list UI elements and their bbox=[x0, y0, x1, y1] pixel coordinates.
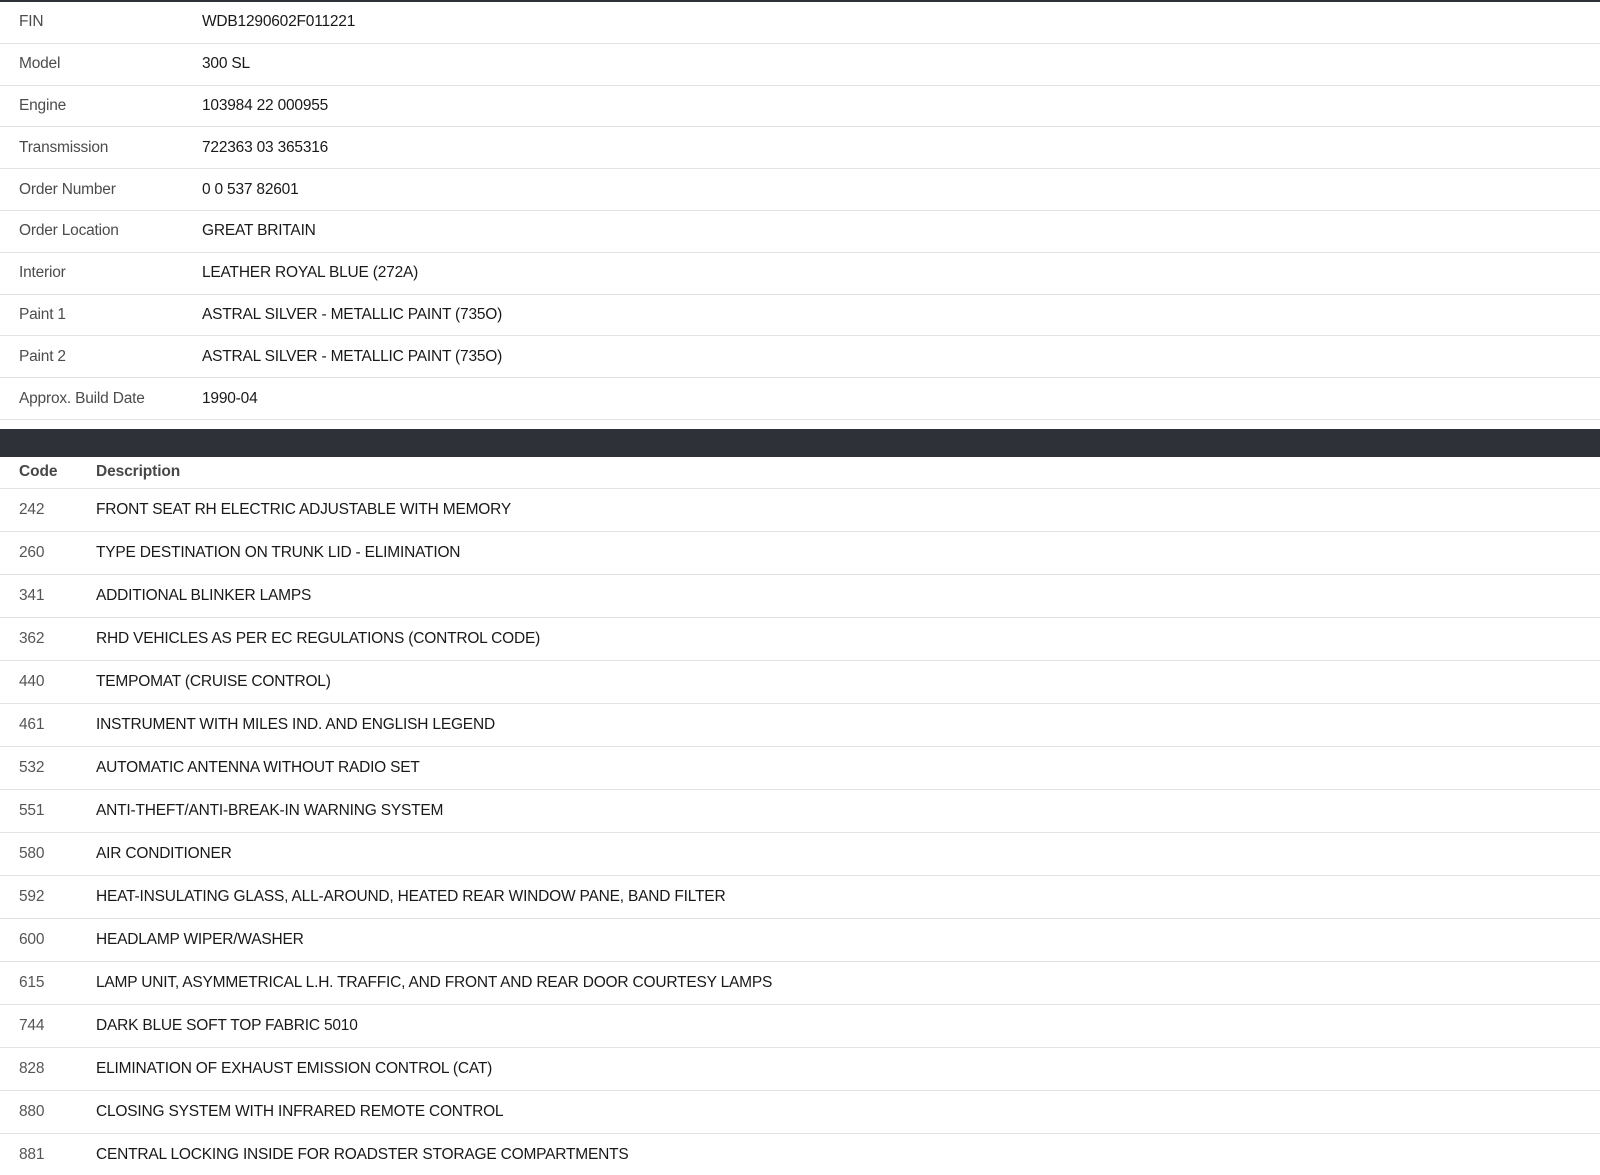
code-row-242 bbox=[0, 489, 1600, 532]
code-description: HEAT-INSULATING GLASS, ALL-AROUND, HEATED REAR WINDOW PANE, BAND FILTER bbox=[96, 887, 726, 905]
code-row-551 bbox=[0, 790, 1600, 833]
code-row-440 bbox=[0, 661, 1600, 704]
info-row-paint-2 bbox=[0, 336, 1600, 378]
code-value: 615 bbox=[19, 973, 45, 991]
code-value: 580 bbox=[19, 844, 45, 862]
info-label: Order Location bbox=[19, 222, 119, 240]
code-description: RHD VEHICLES AS PER EC REGULATIONS (CONTROL CODE) bbox=[96, 629, 541, 647]
info-label: Interior bbox=[19, 264, 66, 282]
info-label: Model bbox=[19, 55, 61, 73]
code-value: 532 bbox=[19, 758, 45, 776]
info-row-model bbox=[0, 44, 1600, 86]
code-row-600 bbox=[0, 919, 1600, 962]
info-row-transmission bbox=[0, 127, 1600, 169]
code-row-881 bbox=[0, 1134, 1600, 1175]
code-description: ANTI-THEFT/ANTI-BREAK-IN WARNING SYSTEM bbox=[96, 801, 444, 819]
code-value: 880 bbox=[19, 1102, 45, 1120]
info-row-order-location bbox=[0, 211, 1600, 253]
code-value: 828 bbox=[19, 1059, 45, 1077]
code-description: CENTRAL LOCKING INSIDE FOR ROADSTER STORAGE COMPARTMENTS bbox=[96, 1145, 629, 1163]
code-row-532 bbox=[0, 747, 1600, 790]
code-description: AIR CONDITIONER bbox=[96, 844, 232, 862]
code-value: 260 bbox=[19, 543, 45, 561]
code-value: 362 bbox=[19, 629, 45, 647]
code-row-880 bbox=[0, 1091, 1600, 1134]
info-label: Engine bbox=[19, 96, 67, 114]
code-column-header: Code bbox=[19, 463, 58, 481]
info-value: ASTRAL SILVER - METALLIC PAINT (735O) bbox=[202, 347, 503, 365]
info-label: Paint 1 bbox=[19, 305, 66, 323]
code-description: LAMP UNIT, ASYMMETRICAL L.H. TRAFFIC, AND FRONT AND REAR DOOR COURTESY LAMPS bbox=[96, 973, 773, 991]
section-gap bbox=[0, 420, 1600, 429]
code-description: AUTOMATIC ANTENNA WITHOUT RADIO SET bbox=[96, 758, 420, 776]
code-value: 600 bbox=[19, 930, 45, 948]
info-value: ASTRAL SILVER - METALLIC PAINT (735O) bbox=[202, 305, 503, 323]
info-label: Transmission bbox=[19, 138, 109, 156]
code-row-615 bbox=[0, 962, 1600, 1005]
code-description: TEMPOMAT (CRUISE CONTROL) bbox=[96, 672, 331, 690]
code-description: INSTRUMENT WITH MILES IND. AND ENGLISH LEGEND bbox=[96, 715, 495, 733]
info-value: 1990-04 bbox=[202, 389, 258, 407]
code-row-744 bbox=[0, 1005, 1600, 1048]
info-label: Order Number bbox=[19, 180, 116, 198]
code-value: 744 bbox=[19, 1016, 45, 1034]
code-row-362 bbox=[0, 618, 1600, 661]
info-value: LEATHER ROYAL BLUE (272A) bbox=[202, 264, 419, 282]
info-value: GREAT BRITAIN bbox=[202, 222, 316, 240]
code-value: 242 bbox=[19, 500, 45, 518]
section-divider-bar bbox=[0, 429, 1600, 457]
equipment-codes-table bbox=[0, 457, 1600, 1175]
info-row-interior bbox=[0, 253, 1600, 295]
code-description: DARK BLUE SOFT TOP FABRIC 5010 bbox=[96, 1016, 358, 1034]
code-value: 341 bbox=[19, 586, 45, 604]
code-description: TYPE DESTINATION ON TRUNK LID - ELIMINATION bbox=[96, 543, 461, 561]
description-column-header: Description bbox=[96, 463, 181, 481]
code-row-260 bbox=[0, 532, 1600, 575]
code-description: FRONT SEAT RH ELECTRIC ADJUSTABLE WITH MEMORY bbox=[96, 500, 512, 518]
code-value: 592 bbox=[19, 887, 45, 905]
code-description: ADDITIONAL BLINKER LAMPS bbox=[96, 586, 312, 604]
info-label: Paint 2 bbox=[19, 347, 66, 365]
info-row-build-date bbox=[0, 378, 1600, 420]
info-value: 722363 03 365316 bbox=[202, 138, 329, 156]
info-label: Approx. Build Date bbox=[19, 389, 145, 407]
info-value: WDB1290602F011221 bbox=[202, 13, 356, 31]
info-value: 0 0 537 82601 bbox=[202, 180, 299, 198]
code-row-341 bbox=[0, 575, 1600, 618]
code-description: ELIMINATION OF EXHAUST EMISSION CONTROL (CAT) bbox=[96, 1059, 493, 1077]
code-row-580 bbox=[0, 833, 1600, 876]
code-description: CLOSING SYSTEM WITH INFRARED REMOTE CONTROL bbox=[96, 1102, 504, 1120]
code-value: 551 bbox=[19, 801, 45, 819]
code-value: 461 bbox=[19, 715, 45, 733]
info-row-fin bbox=[0, 2, 1600, 44]
codes-header-row bbox=[0, 457, 1600, 489]
info-row-order-number bbox=[0, 169, 1600, 211]
vehicle-info-table bbox=[0, 0, 1600, 420]
code-value: 440 bbox=[19, 672, 45, 690]
code-row-461 bbox=[0, 704, 1600, 747]
info-row-paint-1 bbox=[0, 295, 1600, 337]
code-row-828 bbox=[0, 1048, 1600, 1091]
info-value: 103984 22 000955 bbox=[202, 96, 329, 114]
code-row-592 bbox=[0, 876, 1600, 919]
code-description: HEADLAMP WIPER/WASHER bbox=[96, 930, 304, 948]
code-value: 881 bbox=[19, 1145, 45, 1163]
info-label: FIN bbox=[19, 13, 44, 31]
info-row-engine bbox=[0, 86, 1600, 128]
info-value: 300 SL bbox=[202, 55, 250, 73]
